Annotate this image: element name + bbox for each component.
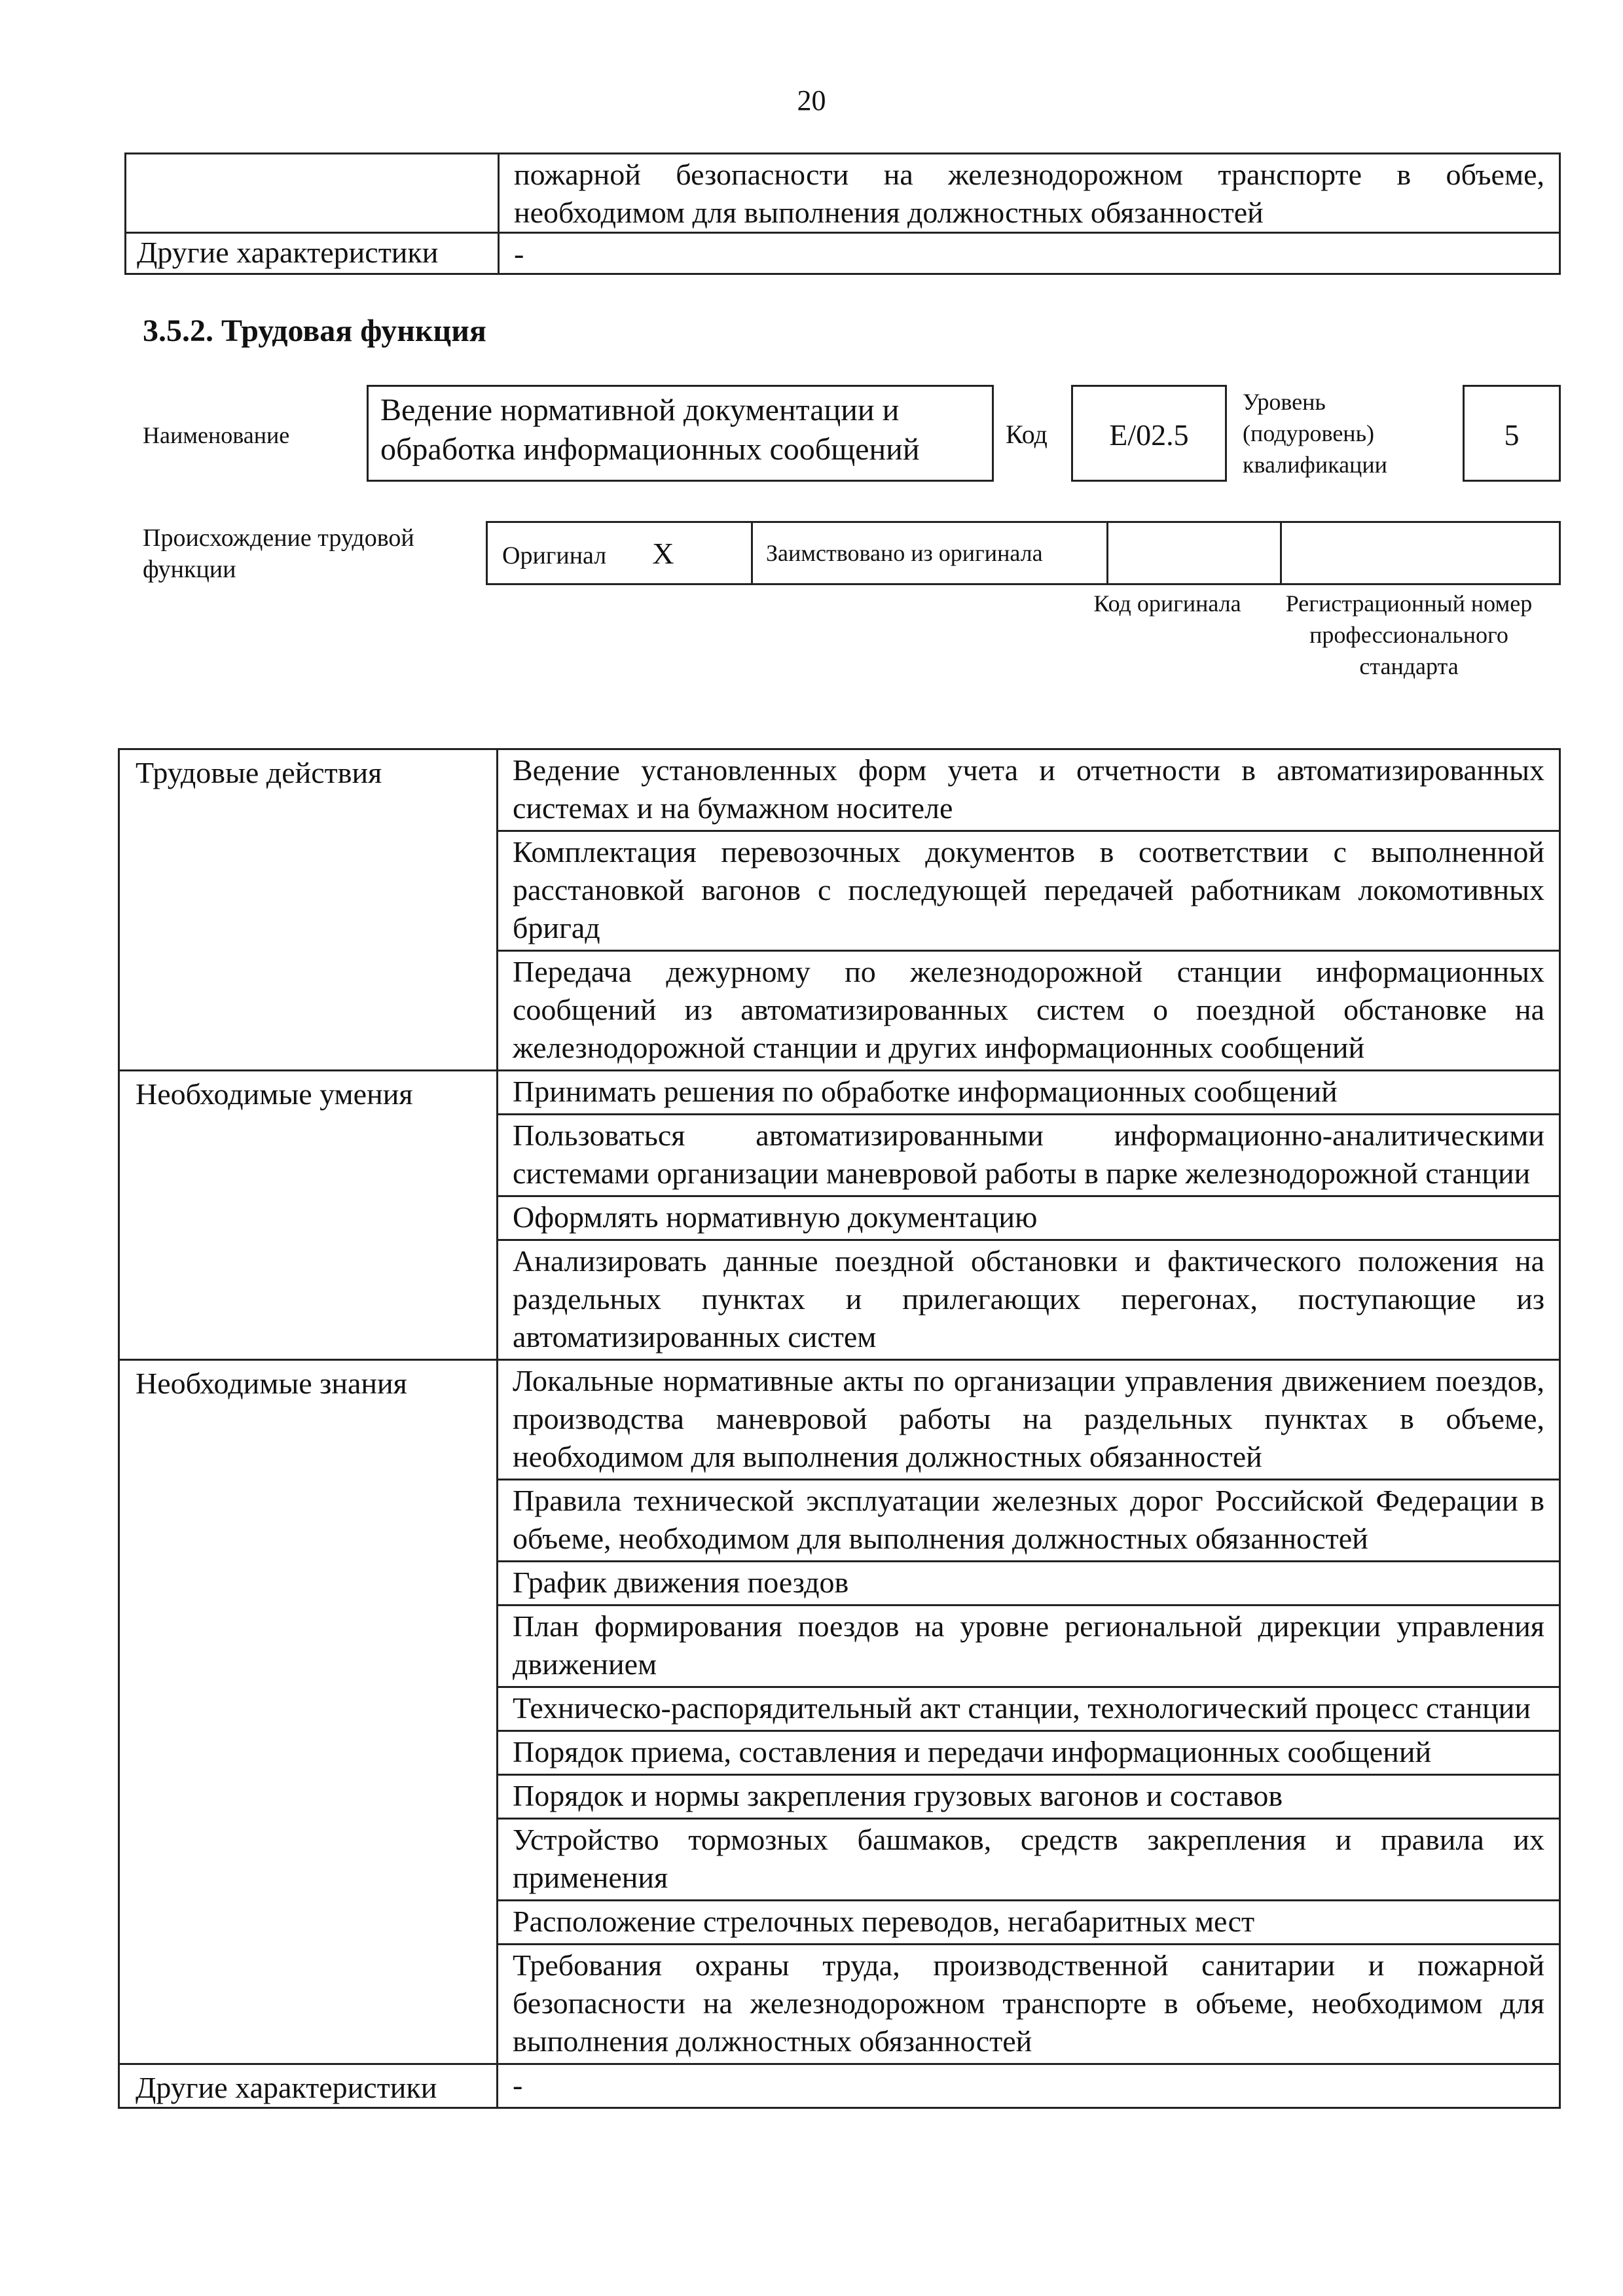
origin-label: Происхождение трудовой функции (143, 524, 414, 583)
skill-item: Пользоваться автоматизированными информационно-аналитическими системами организации маневровой работы в парке железнодорожной станции (498, 1115, 1560, 1196)
continuation-table (124, 152, 1561, 275)
qualification-level-box: 5 (1463, 385, 1561, 482)
knowledge-item: Требования охраны труда, производственной санитарии и пожарной безопасности на железнодорожном транспорте в объеме, необходимом для выполнения должностных обязанностей (498, 1945, 1560, 2064)
table-row (119, 1360, 1560, 1480)
knowledge-item: График движения поездов (498, 1562, 1560, 1605)
empty-cell (126, 154, 499, 233)
function-table (118, 748, 1561, 2109)
borrowed-label: Заимствовано из оригинала (752, 522, 1108, 584)
page-number: 20 (797, 84, 826, 117)
skill-item: Принимать решения по обработке информационных сообщений (498, 1071, 1560, 1115)
function-name-box: Ведение нормативной документации и обработка информационных сообщений (367, 385, 994, 482)
knowledge-item: Техническо-распорядительный акт станции, технологический процесс станции (498, 1687, 1560, 1731)
original-code-cell (1108, 522, 1281, 584)
action-item: Комплектация перевозочных документов в соответствии с выполненной расстановкой вагонов с последующей передачей работникам локомотивных бригад (498, 831, 1560, 951)
skills-label: Необходимые умения (119, 1071, 498, 1360)
table-row (119, 1071, 1560, 1115)
knowledge-item: Порядок и нормы закрепления грузовых вагонов и составов (498, 1775, 1560, 1819)
original-label: Оригинал (502, 541, 607, 569)
actions-label: Трудовые действия (119, 749, 498, 1071)
section-title: 3.5.2. Трудовая функция (143, 314, 486, 348)
table-row (487, 522, 1560, 584)
other-characteristics-value: - (498, 2064, 1560, 2108)
reg-number-label: Регистрационный номер профессионального стандарта (1285, 590, 1533, 679)
action-item: Передача дежурному по железнодорожной станции информационных сообщений из автоматизированных систем о поездной обстановке на железнодорожной станции и других информационных сообщений (498, 951, 1560, 1071)
other-characteristics-value: - (499, 233, 1560, 274)
knowledge-label: Необходимые знания (119, 1360, 498, 2064)
table-row (126, 233, 1560, 274)
knowledge-tail-text: пожарной безопасности на железнодорожном транспорте в объеме, необходимом для выполнения должностных обязанностей (499, 154, 1560, 233)
name-label: Наименование (143, 422, 290, 448)
function-code-box: Е/02.5 (1071, 385, 1227, 482)
skill-item: Анализировать данные поездной обстановки и фактического положения на раздельных пунктах и прилегающих перегонах, поступающие из автоматизированных систем (498, 1240, 1560, 1360)
origin-table (486, 521, 1561, 585)
knowledge-item: Устройство тормозных башмаков, средств закрепления и правила их применения (498, 1819, 1560, 1901)
original-cell (487, 522, 752, 584)
skill-item: Оформлять нормативную документацию (498, 1196, 1560, 1240)
code-label: Код (1006, 420, 1048, 449)
reg-number-cell (1281, 522, 1560, 584)
table-row (126, 154, 1560, 233)
original-mark: Х (652, 536, 674, 570)
knowledge-item: План формирования поездов на уровне региональной дирекции управления движением (498, 1605, 1560, 1687)
knowledge-item: Расположение стрелочных переводов, негабаритных мест (498, 1901, 1560, 1945)
knowledge-item: Правила технической эксплуатации железных дорог Российской Федерации в объеме, необходимом для выполнения должностных обязанностей (498, 1480, 1560, 1562)
original-code-label: Код оригинала (1093, 590, 1241, 617)
table-row (119, 749, 1560, 831)
other-characteristics-label: Другие характеристики (119, 2064, 498, 2108)
knowledge-item: Локальные нормативные акты по организации управления движением поездов, производства маневровой работы на раздельных пунктах в объеме, необходимом для выполнения должностных обязанностей (498, 1360, 1560, 1480)
knowledge-item: Порядок приема, составления и передачи информационных сообщений (498, 1731, 1560, 1775)
table-row (119, 2064, 1560, 2108)
action-item: Ведение установленных форм учета и отчетности в автоматизированных системах и на бумажном носителе (498, 749, 1560, 831)
qualification-level-label: Уровень (подуровень) квалификации (1243, 389, 1387, 478)
other-characteristics-label: Другие характеристики (126, 233, 499, 274)
